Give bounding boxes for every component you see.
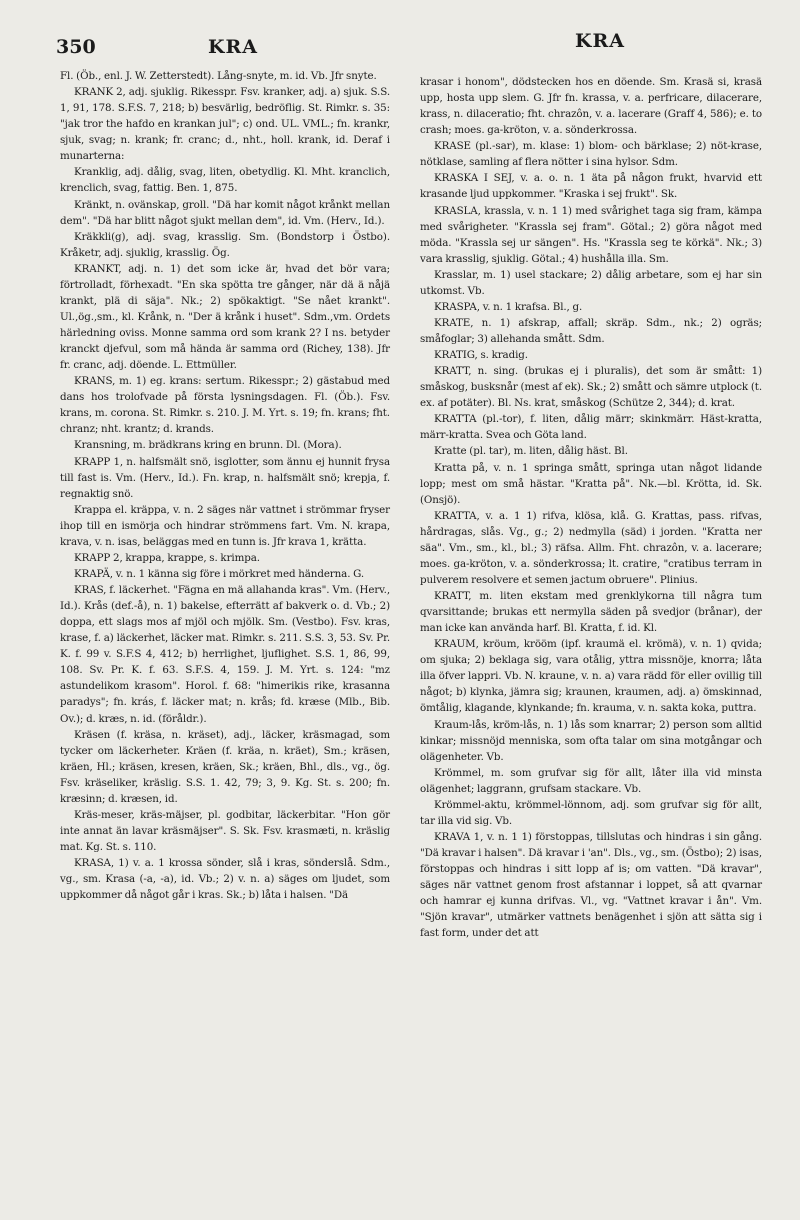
running-head-left: KRA (208, 36, 259, 58)
right-column (420, 74, 762, 941)
entry-kransning: Kransning, m. brädkrans kring en brunn. Dl. (Mora). (74, 439, 342, 452)
entry-krasslar: Krasslar, m. 1) usel stackare; 2) dålig arbetare, som ej har sin utkomst. Vb. (420, 268, 762, 297)
left-column (60, 68, 390, 903)
entry-krava-1: KRAVA 1, v. n. 1 1) förstoppas, tillslutas och hindras i sin gång. "Dä kravar i halsen". Dä kravar i 'an". Dls., vg., sm. (Östbo); 2) isas, förstoppas och hindras i sitt lopp af is; om vatten. "Dä kravar", säges när vattnet genom frost afstannar i loppet, så att qvarnar och hamrar ej kunna drifvas. Vl., vg. "Vattnet kravar i ån". Vm. "Sjön kravar", utmärker vattnets benägenhet i sjön att sätta sig i fast form, under det att (420, 830, 762, 940)
entry-kras-meser: Kräs-meser, kräs-mäjser, pl. godbitar, läckerbitar. "Hon gör inte annat än lavar kräsmäjser". S. Sk. Fsv. krasmæti, n. kräslig mat. Kg. St. s. 110. (60, 808, 390, 853)
entry-kraspa: KRASPA, v. n. 1 krafsa. Bl., g. (434, 300, 583, 313)
entry-kranklig: Kranklig, adj. dålig, svag, liten, obetydlig. Kl. Mht. kranclich, krenclich, svag, fattig. Ben. 1, 875. (60, 166, 390, 195)
entry-krommel: Krömmel, m. som grufvar sig för allt, låter illa vid minsta olägenhet; laggrann, grufsam stackare. Vb. (420, 766, 762, 795)
page-number: 350 (56, 36, 96, 58)
entry-krase: KRASE (pl.-sar), m. klase: 1) blom- och bärklase; 2) nöt-krase, nötklase, samling af flera nötter i sina hylsor. Sdm. (420, 140, 762, 169)
entry-krommel-aktu: Krömmel-aktu, krömmel-lönnom, adj. som grufvar sig för allt, tar illa vid sig. Vb. (420, 798, 762, 827)
entry-krasen: Kräsen (f. kräsa, n. kräset), adj., läcker, kräsmagad, som tycker om läckerheter. Kräen (f. kräa, n. kräet), Sm.; kräsen, kräen, Hl.; kräsen, kresen, kräen, Sk.; kräen, Bhl., dls., vg., ög. Fsv. kräseliker, kräslig. S.S. 1. 42, 79; 3, 9. Kg. St. s. 200; fn. kræsinn; d. kræsen, id. (60, 728, 390, 805)
entry-kras: KRAS, f. läckerhet. "Fägna en mä allahanda kras". Vm. (Herv., Id.). Krås (def.-å), n. 1) bakelse, efterrätt af bakverk o. d. Vb.; 2) doppa, ett slags mos af mjöl och mjölk. Sm. (Vestbo). Fsv. kras, krase, f. a) läckerhet, läcker mat. Rimkr. s. 211. S.S. 3, 53. Sv. Pr. K. f. 99 v. S.F.S 4, 412; b) herrlighet, ljuflighet. S.S. 1, 86, 99, 108. Sv. Pr. K. f. 63. S.F.S. 4, 159. J. M. Yrt. s. 124: "mz astundelikom krasom". Horol. f. 68: "himerikis rike, krasanna paradys"; fn. krás, f. läcker mat; n. krås; fd. kræse (Mlb., Bib. Ov.); d. kræs, n. id. (föråldr.). (60, 584, 390, 725)
entry-krapa: KRAPÄ, v. n. 1 känna sig före i mörkret med händerna. G. (74, 567, 365, 580)
entry-krapp-1: KRAPP 1, n. halfsmält snö, isglotter, som ännu ej hunnit frysa till fast is. Vm. (Herv., Id.). Fn. krap, n. halfsmält snö; krepja, f. regnaktig snö. (60, 455, 390, 500)
running-head-right: KRA (575, 30, 626, 52)
entry-kraska: KRASKA I SEJ, v. a. o. n. 1 äta på någon frukt, hvarvid ett krasande ljud uppkommer. "Kraska i sej frukt". Sk. (420, 172, 762, 201)
entry-krappa: Krappa el. kräppa, v. n. 2 säges när vattnet i strömmar fryser ihop till en ismörja och hindrar strömmens fart. Vm. N. krapa, krava, v. n. isas, beläggas med en tunn is. Jfr krava 1, krätta. (60, 503, 390, 548)
entry-kratta-f: KRATTA (pl.-tor), f. liten, dålig märr; skinkmärr. Häst-kratta, märr-kratta. Svea och Göta land. (420, 413, 762, 442)
entry-krasa: KRASA, 1) v. a. 1 krossa sönder, slå i kras, sönderslå. Sdm., vg., sm. Krasa (-a, -a), id. Vb.; 2) v. n. a) säges om ljudet, som uppkommer då något går i kras. Sk.; b) låta i halsen. "Dä (60, 857, 390, 902)
entry-kratt-m: KRATT, m. liten ekstam med grenklykorna till några tum qvarsittande; brukas ett nermylla säden på svedjor (brånar), der man icke kan använda harf. Bl. Kratta, f. id. Kl. (420, 590, 762, 635)
entry-kratta-pa: Kratta på, v. n. 1 springa smått, springa utan något lidande lopp; mest om små hästar. "Kratta på". Nk.—bl. Krötta, id. Sk. (Onsjö). (420, 461, 762, 506)
entry-kratta-v: KRATTA, v. a. 1 1) rifva, klösa, klå. G. Krattas, pass. rifvas, hårdragas, slås. Vg., g.; 2) nedmylla (säd) i jorden. "Kratta ner säa". Vm., sm., kl., bl.; 3) räfsa. Allm. Fht. chrazôn, v. a. lacerare; moes. ga-kröton, v. a. sönderkrossa; lt. cratire, "cratibus terram in pulverem resolvere et semen jactum obruere". Plinius. (420, 509, 762, 586)
entry-kraum: KRAUM, kröum, krööm (ipf. kraumä el. krömä), v. n. 1) qvida; om sjuka; 2) beklaga sig, vara otålig, yttra missnöje, knorra; låta illa öfver lappri. Vb. N. kraune, v. n. a) vara rädd för eller ovillig till något; b) klynka, jämra sig; kraunen, kraumen, adj. a) ömskinnad, ömtålig, klagande, klynkande; fn. krauma, v. n. sakta koka, puttra. (420, 638, 762, 715)
entry-kratig: KRATIG, s. kradig. (434, 349, 528, 362)
entry-krankt: KRANKT, adj. n. 1) det som icke är, hvad det bör vara; förtrolladt, förhexadt. "En ska spötta tre gånger, när dä ä nåjä krankt, plä di säja". Nk.; 2) spökaktigt. "Se nået krankt". Ul.,ög.,sm., kl. Krånk, n. "Der ä krånk i huset". Sdm.,vm. Ordets härledning oviss. Monne samma ord som krank 2? I ns. betyder kranckt djefvul, som må hända är samma ord (Richey, 138). Jfr fr. cranc, adj. döende. L. Ettmüller. (60, 262, 390, 372)
entry-krasla: KRASLA, krassla, v. n. 1 1) med svårighet taga sig fram, kämpa med svårigheter. "Krassla sej fram". Götal.; 2) göra något med möda. "Krassla sej ur sängen". Hs. "Krassla seg te körkä". Nk.; 3) vara krasslig, sjuklig. Götal.; 4) hushålla illa. Sm. (420, 204, 762, 265)
page-header (0, 30, 800, 60)
entry-krankt-noun: Kränkt, n. ovänskap, groll. "Dä har komit något krånkt mellan dem". "Dä har blitt något sjukt mellan dem", id. Vm. (Herv., Id.). (60, 198, 390, 227)
entry-kratte: Kratte (pl. tar), m. liten, dålig häst. Bl. (434, 445, 628, 458)
entry-krank-2: KRANK 2, adj. sjuklig. Rikesspr. Fsv. kranker, adj. a) sjuk. S.S. 1, 91, 178. S.F.S. 7, 218; b) besvärlig, bedröflig. St. Rimkr. s. 35: "jak tror the hafdo en krankan jul"; c) ond. UL. VML.; fn. krankr, sjuk, svag; n. krank; fr. cranc; d., nht., holl. krank, id. Deraf i munarterna: (60, 86, 390, 163)
entry-kraum-las: Kraum-lås, kröm-lås, n. 1) lås som knarrar; 2) person som alltid kinkar; missnöjd menniska, som ofta talar om sina motgångar och olägenheter. Vb. (420, 718, 762, 763)
entry-krate: KRATE, n. 1) afskrap, affall; skräp. Sdm., nk.; 2) ogräs; småfoglar; 3) allehanda smått. Sdm. (420, 316, 762, 345)
entry-kratt-n: KRATT, n. sing. (brukas ej i pluralis), det som är smått: 1) småskog, busksnår (mest af ek). Sk.; 2) smått och sämre utplock (t. ex. af potäter). Bl. Ns. krat, småskog (Schütze 2, 344); d. krat. (420, 365, 762, 410)
entry-paragraph: Fl. (Öb., enl. J. W. Zetterstedt). Lång-snyte, m. id. Vb. Jfr snyte. (60, 70, 377, 82)
entry-paragraph: krasar i honom", dödstecken hos en döende. Sm. Krasä si, krasä upp, hosta upp slem. G. Jfr fn. krassa, v. a. perfricare, dilacerare, krass, n. dilaceratio; fht. chrazôn, v. a. lacerare (Graff 4, 586); e. to crash; moes. ga-kröton, v. a. sönderkrossa. (420, 76, 762, 137)
entry-krapp-2: KRAPP 2, krappa, krappe, s. krimpa. (74, 551, 260, 564)
entry-krakklig: Kräkkli(g), adj. svag, krasslig. Sm. (Bondstorp i Östbo). Kråketr, adj. sjuklig, krasslig. Ög. (60, 230, 390, 259)
entry-krans: KRANS, m. 1) eg. krans: sertum. Rikesspr.; 2) gästabud med dans hos trolofvade på första lysningsdagen. Fl. (Öb.). Fsv. krans, m. corona. St. Rimkr. s. 210. J. M. Yrt. s. 19; fn. krans; fht. chranz; nht. krantz; d. krands. (60, 375, 390, 436)
